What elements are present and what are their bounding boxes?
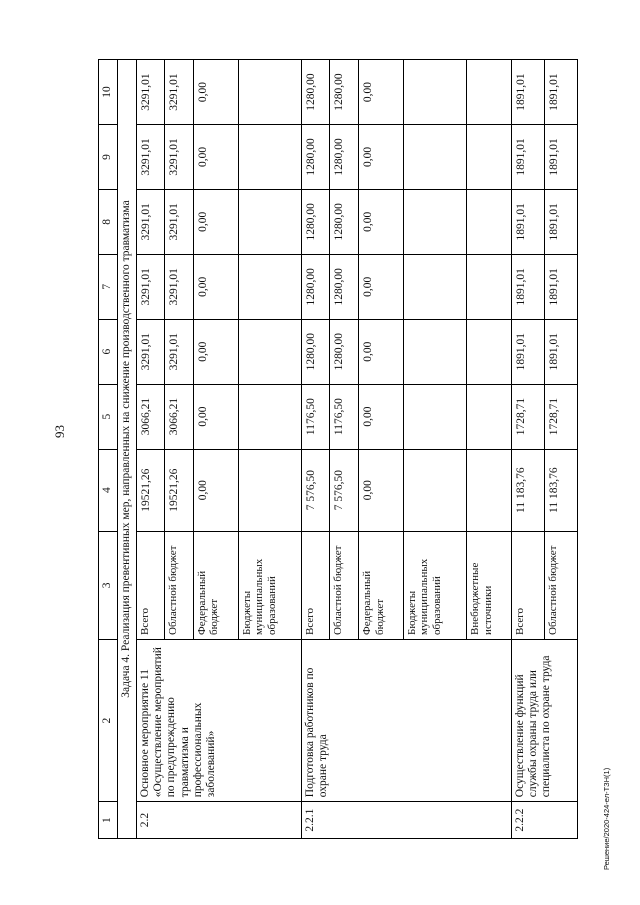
amount-cell: 19521,26: [137, 449, 165, 531]
amount-cell: [403, 449, 466, 531]
amount-cell: 3291,01: [137, 60, 165, 125]
budget-table: [98, 59, 578, 839]
amount-cell: 1280,00: [302, 319, 330, 384]
amount-cell: 1891,01: [544, 319, 577, 384]
document-code: Решение/2020-424-ел-ТЗН(1): [602, 767, 611, 870]
funding-source: Всего: [302, 531, 330, 639]
funding-source: Областной бюджет: [330, 531, 358, 639]
amount-cell: 0,00: [193, 189, 238, 254]
amount-cell: 7 576,50: [330, 449, 358, 531]
column-header: 8: [99, 189, 118, 254]
amount-cell: [467, 384, 512, 449]
amount-cell: 1891,01: [544, 125, 577, 190]
amount-cell: 0,00: [193, 384, 238, 449]
amount-cell: 3291,01: [165, 125, 193, 190]
amount-cell: 3291,01: [165, 60, 193, 125]
page-number: 93: [52, 425, 67, 438]
column-header: 3: [99, 531, 118, 639]
amount-cell: [467, 319, 512, 384]
amount-cell: 0,00: [193, 60, 238, 125]
amount-cell: [403, 319, 466, 384]
amount-cell: 3291,01: [137, 254, 165, 319]
amount-cell: 1280,00: [330, 125, 358, 190]
amount-cell: [467, 125, 512, 190]
column-header: 1: [99, 802, 118, 839]
table-row: [511, 60, 544, 839]
task-row: [118, 60, 137, 839]
amount-cell: 1280,00: [330, 60, 358, 125]
amount-cell: 1891,01: [544, 60, 577, 125]
funding-source: Всего: [137, 531, 165, 639]
amount-cell: 3291,01: [165, 319, 193, 384]
amount-cell: 1891,01: [511, 189, 544, 254]
column-header: 5: [99, 384, 118, 449]
table-row: [302, 60, 330, 839]
amount-cell: [238, 384, 301, 449]
column-header: 2: [99, 639, 118, 801]
amount-cell: 7 576,50: [302, 449, 330, 531]
amount-cell: [403, 384, 466, 449]
amount-cell: 0,00: [358, 254, 403, 319]
amount-cell: [467, 189, 512, 254]
amount-cell: 0,00: [193, 449, 238, 531]
task-title: Задача 4. Реализация превентивных мер, направленных на снижение производственного травматизма: [118, 60, 137, 839]
amount-cell: 3066,21: [137, 384, 165, 449]
amount-cell: 0,00: [193, 125, 238, 190]
amount-cell: [467, 254, 512, 319]
funding-source: Бюджеты муниципальных образований: [238, 531, 301, 639]
column-header: 9: [99, 125, 118, 190]
amount-cell: [238, 189, 301, 254]
amount-cell: 3291,01: [165, 254, 193, 319]
activity-name: Основное мероприятие 11 «Осуществление мероприятий по предупреждению травматизма и профессиональных заболеваний»: [137, 639, 302, 801]
amount-cell: [403, 189, 466, 254]
amount-cell: 0,00: [193, 254, 238, 319]
amount-cell: 1891,01: [544, 189, 577, 254]
amount-cell: 1891,01: [511, 125, 544, 190]
amount-cell: 1728,71: [544, 384, 577, 449]
funding-source: Федеральный бюджет: [358, 531, 403, 639]
amount-cell: 3066,21: [165, 384, 193, 449]
row-code: 2.2.2: [511, 802, 577, 839]
amount-cell: 0,00: [358, 384, 403, 449]
funding-source: Областной бюджет: [165, 531, 193, 639]
amount-cell: 3291,01: [165, 189, 193, 254]
column-header: 6: [99, 319, 118, 384]
funding-source: Федеральный бюджет: [193, 531, 238, 639]
funding-source: Бюджеты муниципальных образований: [403, 531, 466, 639]
amount-cell: [403, 60, 466, 125]
amount-cell: 1176,50: [302, 384, 330, 449]
column-header: 4: [99, 449, 118, 531]
funding-source: Внебюджетные источники: [467, 531, 512, 639]
amount-cell: 1280,00: [330, 189, 358, 254]
amount-cell: [403, 254, 466, 319]
activity-name: Подготовка работников по охране труда: [302, 639, 512, 801]
funding-source: Областной бюджет: [544, 531, 577, 639]
amount-cell: [238, 60, 301, 125]
column-header: 10: [99, 60, 118, 125]
amount-cell: 1891,01: [511, 319, 544, 384]
amount-cell: 11 183,76: [544, 449, 577, 531]
amount-cell: 1280,00: [330, 319, 358, 384]
amount-cell: 1280,00: [330, 254, 358, 319]
funding-source: Всего: [511, 531, 544, 639]
amount-cell: [238, 125, 301, 190]
header-row: [99, 60, 118, 839]
amount-cell: [238, 254, 301, 319]
row-code: 2.2: [137, 802, 302, 839]
amount-cell: 0,00: [358, 319, 403, 384]
amount-cell: [467, 60, 512, 125]
amount-cell: 3291,01: [137, 189, 165, 254]
amount-cell: [238, 319, 301, 384]
amount-cell: [467, 449, 512, 531]
amount-cell: 1891,01: [544, 254, 577, 319]
amount-cell: 1891,01: [511, 254, 544, 319]
amount-cell: 3291,01: [137, 125, 165, 190]
column-header: 7: [99, 254, 118, 319]
amount-cell: 1280,00: [302, 60, 330, 125]
amount-cell: 1280,00: [302, 189, 330, 254]
amount-cell: [403, 125, 466, 190]
amount-cell: 11 183,76: [511, 449, 544, 531]
amount-cell: 1280,00: [302, 125, 330, 190]
amount-cell: 3291,01: [137, 319, 165, 384]
amount-cell: 0,00: [358, 449, 403, 531]
amount-cell: 1728,71: [511, 384, 544, 449]
amount-cell: 1891,01: [511, 60, 544, 125]
amount-cell: 1280,00: [302, 254, 330, 319]
activity-name: Осуществление функций службы охраны труда или специалиста по охране труда: [511, 639, 577, 801]
amount-cell: 1176,50: [330, 384, 358, 449]
amount-cell: 19521,26: [165, 449, 193, 531]
table-row: [137, 60, 165, 839]
amount-cell: 0,00: [358, 125, 403, 190]
row-code: 2.2.1: [302, 802, 512, 839]
amount-cell: [238, 449, 301, 531]
budget-table-container: [98, 59, 578, 839]
amount-cell: 0,00: [358, 60, 403, 125]
amount-cell: 0,00: [193, 319, 238, 384]
amount-cell: 0,00: [358, 189, 403, 254]
